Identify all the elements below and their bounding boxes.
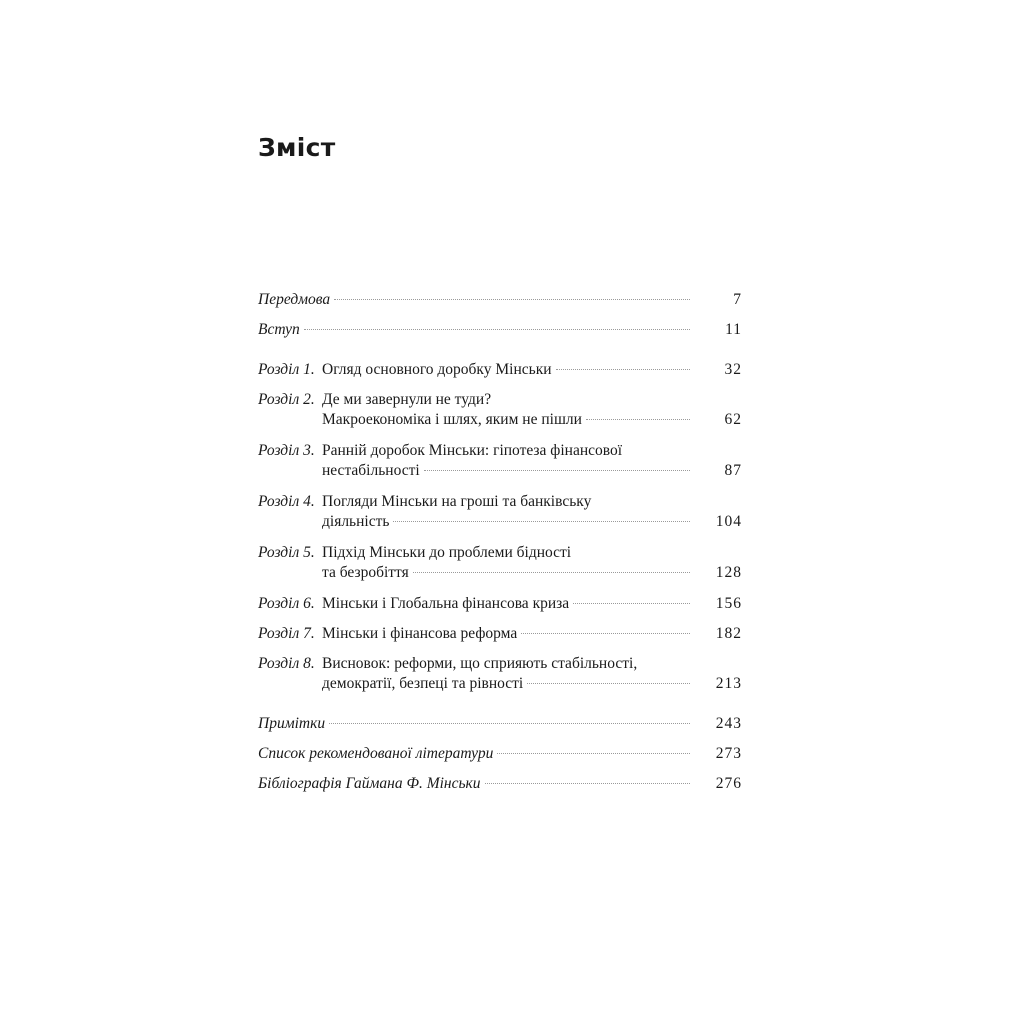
dot-leader bbox=[573, 602, 690, 604]
toc-entry-chapter-5[interactable] bbox=[258, 543, 742, 583]
toc-entry-chapter-8[interactable] bbox=[258, 654, 742, 694]
page-number: 243 bbox=[715, 715, 742, 732]
dot-leader bbox=[586, 418, 690, 420]
toc-entry-chapter-3[interactable] bbox=[258, 441, 742, 481]
chapter-title: Огляд основного доробку Мінськи bbox=[322, 361, 552, 378]
entry-title: Список рекомендованої літератури bbox=[258, 745, 494, 762]
toc-entry-preface[interactable] bbox=[258, 290, 742, 310]
dot-leader bbox=[556, 368, 690, 370]
chapter-title: Мінськи і Глобальна фінансова криза bbox=[322, 595, 570, 612]
page-number: 62 bbox=[724, 411, 742, 428]
page-number: 213 bbox=[715, 675, 742, 692]
page-number: 128 bbox=[715, 564, 742, 581]
chapter-title-line-2: та безробіття bbox=[322, 564, 409, 581]
entry-title: Примітки bbox=[258, 715, 326, 732]
dot-leader bbox=[393, 520, 690, 522]
chapter-title-line-1: Висновок: реформи, що сприяють стабільності, bbox=[322, 655, 638, 672]
chapter-title-line-1: Ранній доробок Мінськи: гіпотеза фінансової bbox=[322, 442, 623, 459]
toc-entry-notes[interactable] bbox=[258, 714, 742, 734]
chapter-title-line-2: демократії, безпеці та рівності bbox=[322, 675, 524, 692]
chapter-title-line-1: Підхід Мінськи до проблеми бідності bbox=[322, 544, 572, 561]
chapter-title: Мінськи і фінансова реформа bbox=[322, 625, 518, 642]
page-number: 156 bbox=[715, 595, 742, 612]
dot-leader bbox=[413, 571, 690, 573]
page-number: 11 bbox=[725, 321, 742, 338]
page-number: 276 bbox=[715, 775, 742, 792]
toc-entry-chapter-1[interactable] bbox=[258, 360, 742, 380]
chapter-label: Розділ 4. bbox=[258, 493, 315, 510]
chapter-label: Розділ 3. bbox=[258, 442, 315, 459]
dot-leader bbox=[485, 782, 690, 784]
page-number: 104 bbox=[715, 513, 742, 530]
dot-leader bbox=[497, 752, 690, 754]
toc-entry-chapter-2[interactable] bbox=[258, 390, 742, 430]
chapter-title-line-1: Погляди Мінськи на гроші та банківську bbox=[322, 493, 592, 510]
dot-leader bbox=[521, 632, 690, 634]
toc-entry-chapter-4[interactable] bbox=[258, 492, 742, 532]
chapter-title-line-2: нестабільності bbox=[322, 462, 420, 479]
chapter-label: Розділ 2. bbox=[258, 391, 315, 408]
page-number: 273 bbox=[715, 745, 742, 762]
page-number: 32 bbox=[724, 361, 742, 378]
dot-leader bbox=[329, 722, 690, 724]
dot-leader bbox=[424, 469, 690, 471]
page-number: 87 bbox=[724, 462, 742, 479]
chapter-title-line-2: діяльність bbox=[322, 513, 390, 530]
chapter-label: Розділ 1. bbox=[258, 361, 315, 378]
entry-title: Передмова bbox=[258, 291, 331, 308]
toc-entry-chapter-7[interactable] bbox=[258, 624, 742, 644]
chapter-label: Розділ 5. bbox=[258, 544, 315, 561]
entry-title: Бібліографія Гаймана Ф. Мінськи bbox=[258, 775, 481, 792]
page-number: 7 bbox=[733, 291, 742, 308]
chapter-label: Розділ 8. bbox=[258, 655, 315, 672]
toc-entry-recommended-reading[interactable] bbox=[258, 744, 742, 764]
dot-leader bbox=[527, 682, 690, 684]
entry-title: Вступ bbox=[258, 321, 300, 338]
chapter-label: Розділ 7. bbox=[258, 625, 315, 642]
chapter-title-line-1: Де ми завернули не туди? bbox=[322, 391, 492, 408]
toc-entry-chapter-6[interactable] bbox=[258, 594, 742, 614]
chapter-label: Розділ 6. bbox=[258, 595, 315, 612]
chapter-title-line-2: Макроекономіка і шлях, яким не пішли bbox=[322, 411, 582, 428]
toc-entry-bibliography[interactable] bbox=[258, 774, 742, 794]
dot-leader bbox=[304, 328, 690, 330]
table-of-contents bbox=[258, 290, 742, 794]
toc-entry-intro[interactable] bbox=[258, 320, 742, 340]
page-title: Зміст bbox=[258, 133, 336, 162]
page-number: 182 bbox=[715, 625, 742, 642]
dot-leader bbox=[334, 298, 690, 300]
